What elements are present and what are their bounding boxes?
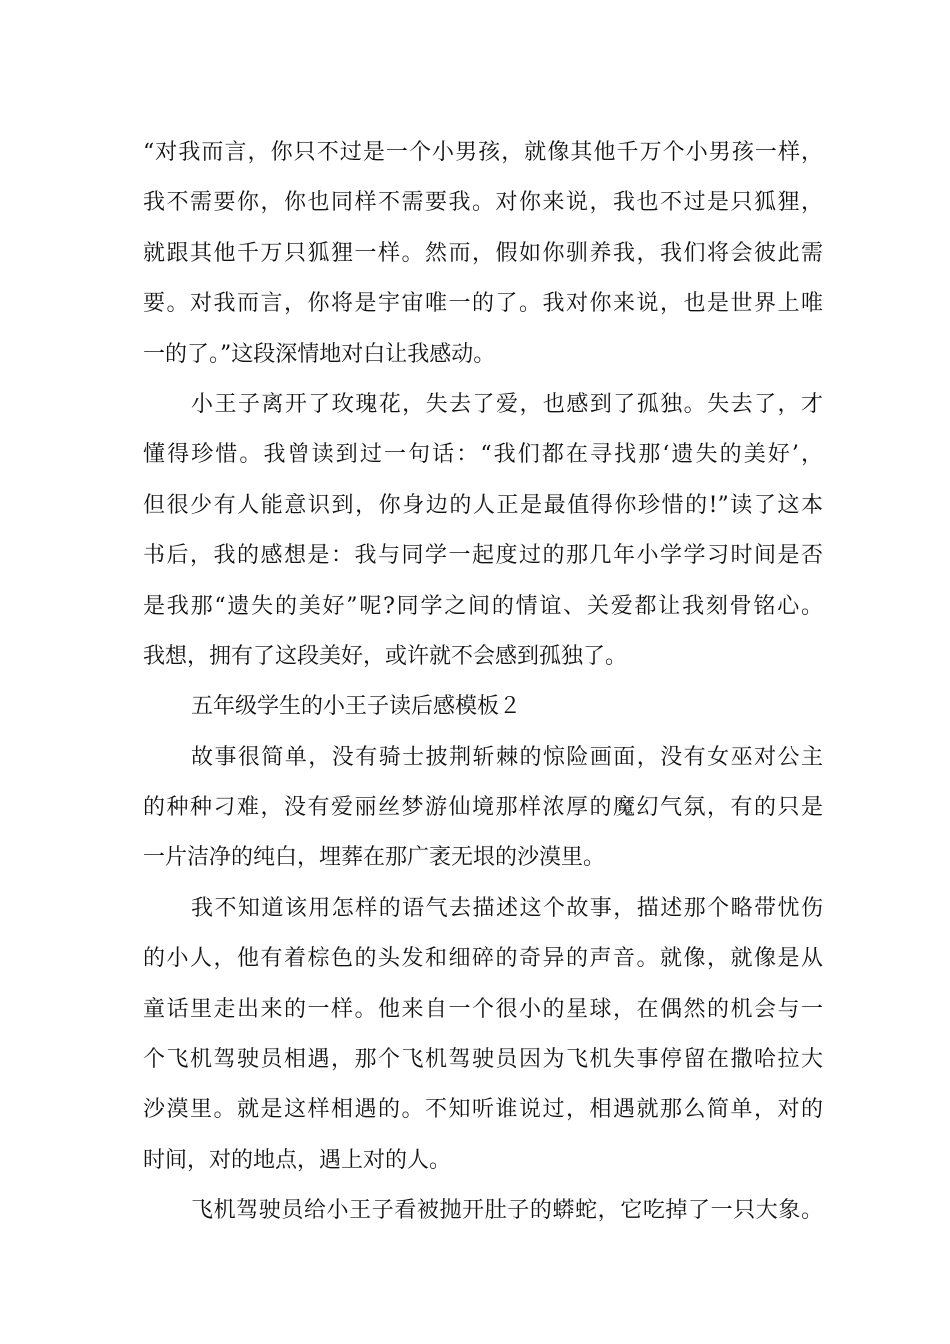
text-line: “对我而言，你只不过是一个小男孩，就像其他千万个小男孩一样，	[143, 140, 823, 165]
document-body	[143, 128, 823, 1237]
text-line: 五年级学生的小王子读后感模板２	[191, 694, 522, 720]
text-line: 我不知道该用怎样的语气去描述这个故事，描述那个略带忧伤	[191, 895, 823, 921]
text-line: 但很少有人能意识到，你身边的人正是最值得你珍惜的!”读了这本	[143, 492, 823, 518]
text-line: 一片洁净的纯白，埋葬在那广袤无垠的沙漠里。	[143, 845, 606, 871]
text-line: 是我那“遗失的美好”呢?同学之间的情谊、关爱都让我刻骨铭心。	[143, 593, 823, 619]
text-line: 书后，我的感想是：我与同学一起度过的那几年小学学习时间是否	[143, 543, 823, 569]
text-line: 故事很简单，没有骑士披荆斩棘的惊险画面，没有女巫对公主	[191, 744, 823, 770]
text-line: 时间，对的地点，遇上对的人。	[143, 1147, 452, 1173]
text-line: 的种种刁难，没有爱丽丝梦游仙境那样浓厚的魔幻气氛，有的只是	[143, 795, 823, 821]
text-line: 要。对我而言，你将是宇宙唯一的了。我对你来说，也是世界上唯	[143, 291, 823, 317]
text-line: 个飞机驾驶员相遇，那个飞机驾驶员因为飞机失事停留在撒哈拉大	[143, 1047, 823, 1073]
text-line: 一的了。”这段深情地对白让我感动。	[143, 341, 496, 367]
text-line: 懂得珍惜。我曾读到过一句话：“我们都在寻找那‘遗失的美好’，	[143, 442, 823, 468]
text-line: 我想，拥有了这段美好，或许就不会感到孤独了。	[143, 643, 628, 669]
text-line: 小王子离开了玫瑰花，失去了爱，也感到了孤独。失去了，才	[191, 391, 823, 417]
text-line: 就跟其他千万只狐狸一样。然而，假如你驯养我，我们将会彼此需	[143, 240, 823, 266]
text-line: 我不需要你，你也同样不需要我。对你来说，我也不过是只狐狸，	[143, 190, 823, 216]
text-line: 沙漠里。就是这样相遇的。不知听谁说过，相遇就那么简单，对的	[143, 1097, 823, 1123]
text-line: 飞机驾驶员给小王子看被抛开肚子的蟒蛇，它吃掉了一只大象。	[191, 1198, 823, 1224]
text-line: 童话里走出来的一样。他来自一个很小的星球，在偶然的机会与一	[143, 996, 823, 1022]
text-line: 的小人，他有着棕色的头发和细碎的奇异的声音。就像，就像是从	[143, 946, 823, 972]
